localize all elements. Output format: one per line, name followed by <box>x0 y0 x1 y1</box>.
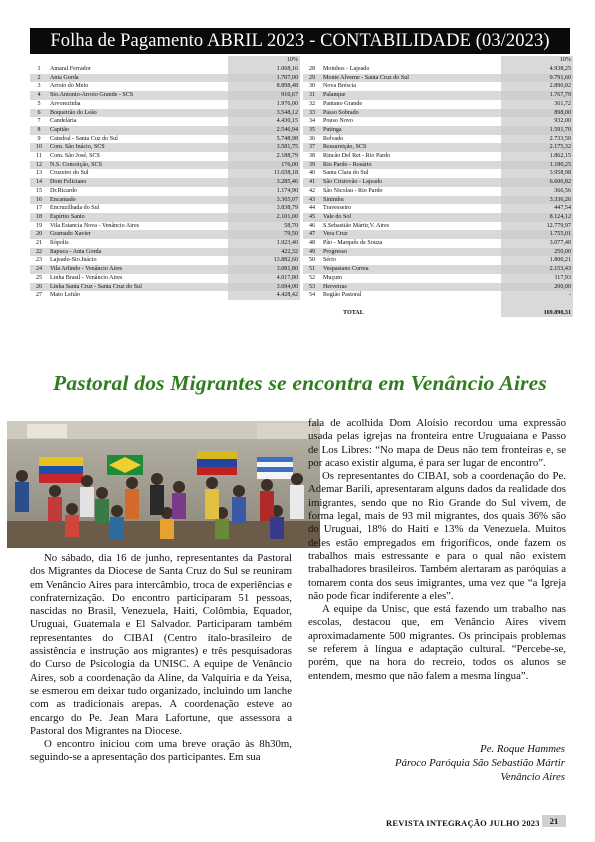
row-number: 45 <box>303 213 321 222</box>
payment-value: 2.733,50 <box>501 135 573 144</box>
payment-value: 366,56 <box>501 187 573 196</box>
payment-value: 932,00 <box>501 117 573 126</box>
table-row <box>30 65 300 74</box>
payment-value: 58,70 <box>228 222 300 231</box>
parish-name: Arroio do Meio <box>50 83 89 90</box>
article-paragraph: A equipe da Unisc, que está fazendo um trabalho nas escolas, destacou que, em Venâncio Aires vivem aproximadamente 500 migrantes. Os principais problemas se referem à língua e adaptação cultural. “Percebe-se, porém, que na hora do recreio, todos os alunos se entendem, mesmo que não falem a mesma língua”. <box>308 603 566 682</box>
payment-value: 1.068,16 <box>228 65 300 74</box>
row-number: 17 <box>35 205 43 212</box>
table-row <box>303 204 573 213</box>
author-role: Pároco Paróquia São Sebastião Mártir <box>395 757 565 769</box>
payment-value: 1.707,00 <box>228 74 300 83</box>
row-number: 37 <box>303 143 321 152</box>
parish-name: Sto.Antonio-Arroio Grande - SCS <box>48 91 228 100</box>
parish-name: Vespasiano Correa <box>321 265 501 274</box>
row-number: 46 <box>308 222 316 229</box>
parish-name: Anta Gorda <box>48 74 228 83</box>
table-row <box>30 109 300 118</box>
parish-name: Itapuca - Anta Gorda <box>48 248 228 257</box>
payment-value: 11.658,18 <box>228 169 300 178</box>
row-number: 15 <box>35 187 43 194</box>
payroll-table-right <box>303 56 573 317</box>
parish-name: Encantado <box>48 196 228 205</box>
row-number: 5 <box>37 100 41 107</box>
payment-value: 1.862,15 <box>501 152 573 161</box>
table-row <box>30 161 300 170</box>
parish-name: S.Sebastião Mártir,V. Aires <box>323 222 390 229</box>
percent-header: 10% <box>228 56 300 65</box>
table-row <box>30 265 300 274</box>
parish-name: Palanque <box>321 91 501 100</box>
parish-name: Pão - Marquês de Souza <box>323 240 383 247</box>
row-number: 47 <box>303 230 321 239</box>
payment-value: 2.175,32 <box>501 143 573 152</box>
parish-name: Santa Clara do Sul <box>323 170 369 177</box>
payment-value: 8.898,48 <box>228 82 300 91</box>
table-row <box>30 82 300 91</box>
row-number: 23 <box>35 257 43 264</box>
table-row <box>303 152 573 161</box>
parish-name: Região Pastoral <box>323 292 362 299</box>
payment-value: 5.748,98 <box>228 135 300 144</box>
payment-value: 117,93 <box>501 274 573 283</box>
table-row <box>30 135 300 144</box>
table-row <box>30 143 300 152</box>
parish-name: Vera Cruz <box>321 230 501 239</box>
row-number: 3 <box>37 83 41 90</box>
row-number: 16 <box>30 196 48 205</box>
parish-name: Com. São José, SCS <box>50 153 100 160</box>
row-number: 27 <box>35 292 43 299</box>
row-number: 22 <box>30 248 48 257</box>
table-row <box>30 117 300 126</box>
parish-name: Dom Feliciano <box>48 178 228 187</box>
payment-value: 2.101,00 <box>228 213 300 222</box>
parish-name: Mato Leitão <box>50 292 80 299</box>
payment-value: 4.938,25 <box>501 65 573 74</box>
parish-name: São Cristovão - Lajeado <box>321 178 501 187</box>
payment-value: 3.336,26 <box>501 196 573 205</box>
parish-name: Com. São Inácio, SCS <box>48 143 228 152</box>
payment-value: 3.548,12 <box>228 109 300 118</box>
parish-name: Espírito Santo <box>48 213 228 222</box>
table-row <box>303 274 573 283</box>
row-number: 10 <box>30 143 48 152</box>
payment-value: 1.800,21 <box>501 256 573 265</box>
payment-value: 1.923,40 <box>228 239 300 248</box>
parish-name: Lajeado-Sto.Inácio <box>50 257 97 264</box>
row-number: 52 <box>308 274 316 281</box>
article-paragraph: O encontro iniciou com uma breve oração às 8h30m, seguindo-se a apresentação dos participantes. Em sua <box>30 738 292 764</box>
payment-value: 12.779,97 <box>501 222 573 231</box>
table-row <box>30 239 300 248</box>
author-place: Venâncio Aires <box>500 771 565 783</box>
table-row <box>30 222 300 231</box>
table-row <box>30 187 300 196</box>
total-label: TOTAL <box>343 309 364 316</box>
article-paragraph: No sábado, dia 16 de junho, representantes da Pastoral dos Migrantes da Diocese de Santa Cruz do Sul se reuniram em Venâncio Aires para intercâmbio, troca de experiências e confraternização. Do encontro participaram 51 pessoas, nascidas no Brasil, Venezuela, Haiti, Colômbia, Equador, Uruguai, Guatemala e El Salvador. Participaram também representantes do CIBAI (Centro ítalo-brasileiro de assistência e instrução aos migrantes) e três pesquisadoras do Curso de Psicologia da UNISC. A equipe de Venâncio Aires, sob a coordenação da Aline, da Valquíria e da Yeisa, se esmerou em deixar tudo organizado, incluindo um lanche com as tradicionais arepas. A coordenação esteve ao encargo do Pe. Jean Mara Lafortune, que assessora a Pastoral dos Migrantes na Diocese. <box>30 552 292 737</box>
table-row <box>30 204 300 213</box>
row-number: 13 <box>35 170 43 177</box>
row-number: 2 <box>30 74 48 83</box>
row-number: 1 <box>37 66 41 72</box>
page-number: 21 <box>542 815 566 827</box>
payment-value: 1.755,01 <box>501 230 573 239</box>
parish-name: N.S. Conceição, SCS <box>48 161 228 170</box>
table-row <box>303 213 573 222</box>
payment-value: 4.430,15 <box>228 117 300 126</box>
parish-name: Capitão <box>48 126 228 135</box>
table-row <box>30 213 300 222</box>
payment-value: 3.694,00 <box>228 283 300 292</box>
parish-name: Nova Bréscia <box>323 83 356 90</box>
payment-value: - <box>501 291 573 300</box>
row-number: 12 <box>30 161 48 170</box>
payment-value: 3.081,80 <box>228 265 300 274</box>
row-number: 19 <box>35 222 43 229</box>
parish-name: Rincão Del Ret - Rio Pardo <box>323 153 391 160</box>
article-title: Pastoral dos Migrantes se encontra em Venâncio Aires <box>53 371 547 395</box>
table-header-row <box>30 56 300 65</box>
article-column-right <box>308 417 566 683</box>
parish-name: Boqueirão do Leão <box>48 109 228 118</box>
row-number: 31 <box>303 91 321 100</box>
table-row <box>303 91 573 100</box>
table-row <box>30 178 300 187</box>
table-row <box>303 65 573 74</box>
parish-name: Catedral - Santa Cuz do Sul <box>50 135 118 142</box>
parish-name: Putinga <box>321 126 501 135</box>
parish-name: Encruzilhada do Sul <box>50 205 100 212</box>
table-row <box>303 109 573 118</box>
row-number: 25 <box>35 274 43 281</box>
parish-name: Ilópolis <box>50 240 69 247</box>
parish-name: Sinimbu <box>321 196 501 205</box>
parish-name: Dr.Ricardo <box>50 187 77 194</box>
table-row <box>303 230 573 239</box>
row-number: 50 <box>308 257 316 264</box>
row-number: 4 <box>30 91 48 100</box>
table-row <box>303 265 573 274</box>
parish-name: Linha Santa Cruz - Santa Cruz do Sul <box>48 283 228 292</box>
table-row <box>30 274 300 283</box>
table-row <box>30 291 300 300</box>
row-number: 41 <box>303 178 321 187</box>
table-row <box>303 82 573 91</box>
row-number: 34 <box>308 118 316 125</box>
row-number: 40 <box>308 170 316 177</box>
article-paragraph: Os representantes do CIBAI, sob a coordenação do Pe. Ademar Barili, apresentaram alguns dados da realidade dos imigrantes, sendo que no Rio Grande do Sul vivem, de forma legal, mais de 93 mil migrantes, dos quais 36% são do Uruguai, 18% do Haiti e 13% da Venezuela. Muitos deles estão empregados em frigoríficos, onde fazem os trabalhos mais estressante e para o qual não existem trabalhadores brasileiros. Também alertaram as paróquias a tomarem conta dos seus imigrantes, uma vez que “a Igreja não pode ficar indiferente a eles”. <box>308 470 566 602</box>
row-number: 33 <box>303 109 321 118</box>
payment-value: 3.365,07 <box>228 196 300 205</box>
row-number: 32 <box>308 100 316 107</box>
table-row <box>303 117 573 126</box>
table-row <box>303 169 573 178</box>
table-header-row <box>303 56 573 65</box>
row-number: 53 <box>303 283 321 292</box>
parish-name: Candelária <box>50 118 77 125</box>
row-number: 24 <box>30 265 48 274</box>
payment-value: 898,00 <box>501 109 573 118</box>
payment-value: 3.958,98 <box>501 169 573 178</box>
row-number: 8 <box>30 126 48 135</box>
payment-value: 1.767,79 <box>501 91 573 100</box>
article-column-left <box>30 552 292 765</box>
parish-name: Vila Estancia Nova - Venâncio Aires <box>50 222 140 229</box>
table-row <box>303 239 573 248</box>
payroll-table-left <box>30 56 300 300</box>
payment-value: 79,50 <box>228 230 300 239</box>
table-row <box>303 143 573 152</box>
total-value: 169.890,31 <box>501 309 573 318</box>
spacer-row <box>303 300 573 309</box>
table-row <box>303 100 573 109</box>
row-number: 6 <box>30 109 48 118</box>
row-number: 7 <box>37 118 41 125</box>
parish-name: Pouso Novo <box>323 118 353 125</box>
row-number: 18 <box>30 213 48 222</box>
parish-name: Progresso <box>321 248 501 257</box>
table-row <box>30 283 300 292</box>
row-number: 26 <box>30 283 48 292</box>
row-number: 21 <box>35 240 43 247</box>
parish-name: Amaral Ferrador <box>50 66 91 72</box>
table-row <box>303 187 573 196</box>
payment-value: 1.976,00 <box>228 100 300 109</box>
table-row <box>30 126 300 135</box>
row-number: 14 <box>30 178 48 187</box>
row-number: 43 <box>303 196 321 205</box>
row-number: 48 <box>308 240 316 247</box>
parish-name: Cruzeiro do Sul <box>50 170 89 177</box>
row-number: 54 <box>308 292 316 299</box>
magazine-footer: REVISTA INTEGRAÇÃO JULHO 2023 <box>386 818 540 828</box>
payment-value: 910,67 <box>228 91 300 100</box>
parish-name: Arvorezinha <box>50 100 81 107</box>
payment-value: 361,72 <box>501 100 573 109</box>
row-number: 49 <box>303 248 321 257</box>
payment-value: 8.124,12 <box>501 213 573 222</box>
payment-value: 176,00 <box>228 161 300 170</box>
row-number: 39 <box>303 161 321 170</box>
table-row <box>303 126 573 135</box>
row-number: 28 <box>308 66 316 72</box>
parish-name: Pantano Grande <box>323 100 363 107</box>
parish-name: Vila Arlindo - Venâncio Aires <box>48 265 228 274</box>
row-number: 35 <box>303 126 321 135</box>
table-row <box>303 196 573 205</box>
parish-name: Passo Sobrado <box>321 109 501 118</box>
payment-value: 6.606,82 <box>501 178 573 187</box>
table-row <box>30 169 300 178</box>
table-row <box>30 256 300 265</box>
parish-name: Sério <box>323 257 336 264</box>
payment-value: 447,54 <box>501 204 573 213</box>
parish-name: Ressureição, SCS <box>321 143 501 152</box>
author-signature <box>330 742 565 784</box>
table-row <box>303 248 573 257</box>
parish-name: Vale do Sol <box>321 213 501 222</box>
author-name: Pe. Roque Hammes <box>480 743 565 755</box>
parish-name: São Nicolau - Rio Pardo <box>323 187 383 194</box>
table-row <box>303 283 573 292</box>
table-row <box>30 74 300 83</box>
parish-name: Herveiras <box>321 283 501 292</box>
table-row <box>303 135 573 144</box>
payment-value: 13.882,60 <box>228 256 300 265</box>
parish-name: Monte Alverne - Santa Cruz do Sul <box>321 74 501 83</box>
payment-value: 1.174,90 <box>228 187 300 196</box>
payment-value: 3.285,46 <box>228 178 300 187</box>
table-row <box>30 100 300 109</box>
group-photo <box>7 421 320 548</box>
payment-value: 200,00 <box>501 283 573 292</box>
payment-value: 3.581,75 <box>228 143 300 152</box>
table-row <box>30 196 300 205</box>
table-row <box>303 222 573 231</box>
total-row <box>303 309 573 318</box>
payment-value: 2.890,82 <box>501 82 573 91</box>
row-number: 29 <box>303 74 321 83</box>
parish-name: Travesseiro <box>323 205 352 212</box>
payment-value: 4.428,42 <box>228 291 300 300</box>
percent-header: 10% <box>501 56 573 65</box>
payment-value: 2.188,79 <box>228 152 300 161</box>
payment-value: 3.077,40 <box>501 239 573 248</box>
parish-name: Muçum <box>323 274 342 281</box>
row-number: 44 <box>308 205 316 212</box>
payment-value: 2.153,43 <box>501 265 573 274</box>
payment-value: 2.546,94 <box>228 126 300 135</box>
payment-value: 1.591,70 <box>501 126 573 135</box>
table-row <box>30 248 300 257</box>
row-number: 30 <box>308 83 316 90</box>
table-row <box>303 178 573 187</box>
row-number: 42 <box>308 187 316 194</box>
payment-value: 9.791,60 <box>501 74 573 83</box>
row-number: 9 <box>37 135 41 142</box>
parish-name: Rio Pardo - Rosário <box>321 161 501 170</box>
payroll-banner: Folha de Pagamento ABRIL 2023 - CONTABILIDADE (03/2023) <box>30 28 570 54</box>
row-number: 38 <box>308 153 316 160</box>
parish-name: Moinhos - Lajeado <box>323 66 370 72</box>
payment-value: 4.017,80 <box>228 274 300 283</box>
article-paragraph: fala de acolhida Dom Aloísio recordou uma expressão usada pelas igrejas na fronteira entre Uruguaiana e Passo de Los Libres: “No mapa de Deus não tem fronteiras e, se por acaso existir alguma, é para ser lugar de encontro”. <box>308 417 566 469</box>
row-number: 36 <box>308 135 316 142</box>
row-number: 51 <box>303 265 321 274</box>
table-row <box>303 291 573 300</box>
row-number: 20 <box>30 230 48 239</box>
payment-value: 250,00 <box>501 248 573 257</box>
table-row <box>303 161 573 170</box>
parish-name: Linha Brasil - Venâncio Aires <box>50 274 123 281</box>
table-row <box>30 230 300 239</box>
payment-value: 422,32 <box>228 248 300 257</box>
table-row <box>30 91 300 100</box>
parish-name: Relvado <box>323 135 344 142</box>
parish-name: Gramado Xavier <box>48 230 228 239</box>
table-row <box>30 152 300 161</box>
payment-value: 1.180,25 <box>501 161 573 170</box>
table-row <box>303 256 573 265</box>
row-number: 11 <box>36 153 42 160</box>
payment-value: 3.838,79 <box>228 204 300 213</box>
table-row <box>303 74 573 83</box>
